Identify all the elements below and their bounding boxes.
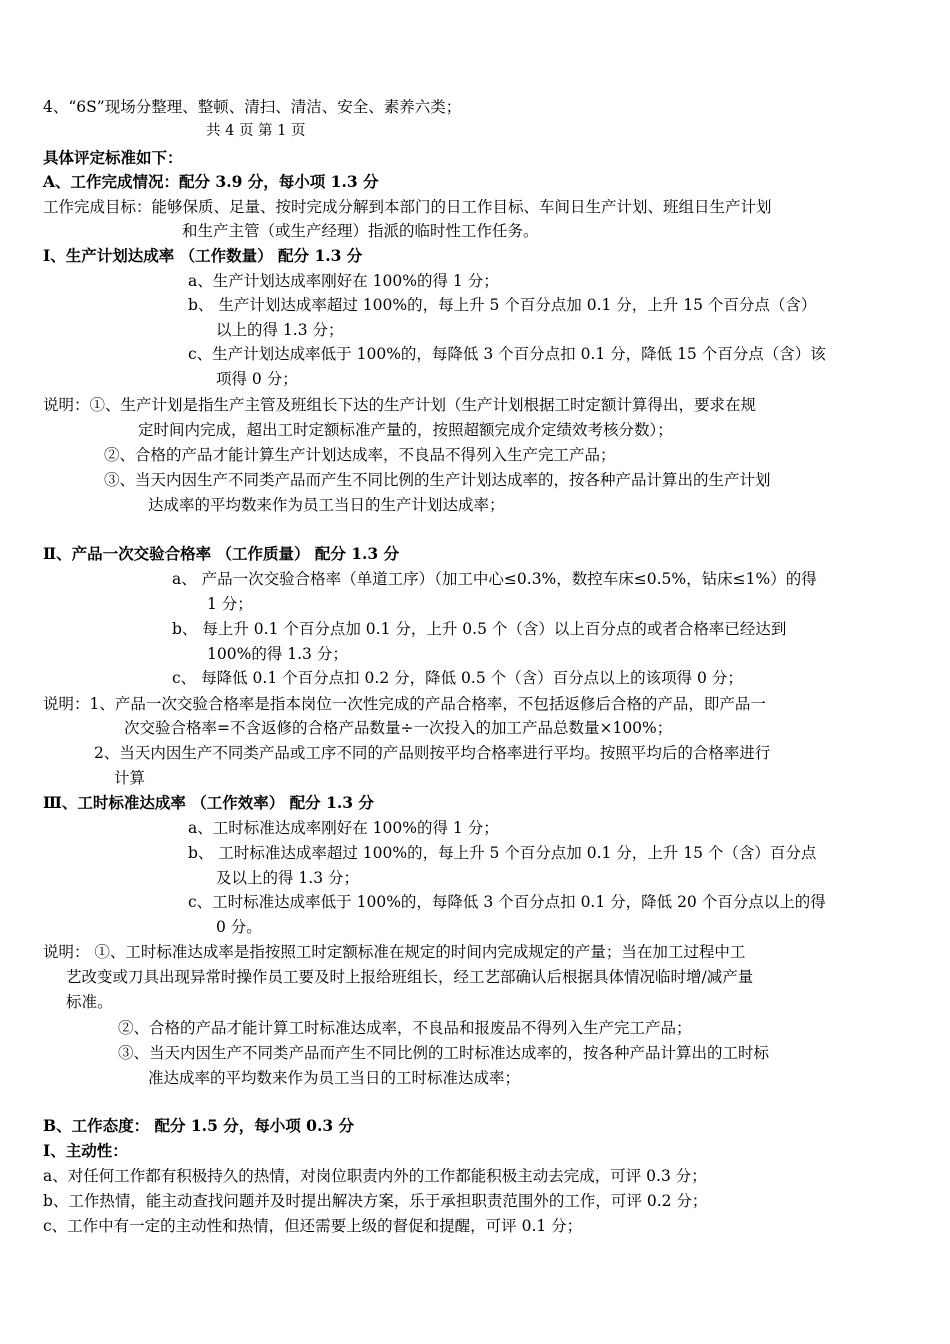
note-line: ③、当天内因生产不同类产品而产生不同比例的工时标准达成率的，按各种产品计算出的工时标: [118, 1044, 770, 1062]
text-line: 和生产主管（或生产经理）指派的临时性工作任务。: [182, 222, 539, 240]
list-item: a、 产品一次交验合格率（单道工序）（加工中心≤0.3%，数控车床≤0.5%，钻床≤1%）的得: [172, 570, 817, 588]
section-a-heading: A、工作完成情况：配分 3.9 分，每小项 1.3 分: [43, 172, 379, 191]
list-item: b、 每上升 0.1 个百分点加 0.1 分，上升 0.5 个（含）以上百分点的或者合格率已经达到: [172, 620, 787, 638]
section-b-heading: B、工作态度： 配分 1.5 分，每小项 0.3 分: [43, 1116, 355, 1135]
list-item: 0 分。: [216, 918, 262, 936]
list-item: 以上的得 1.3 分；: [216, 321, 344, 339]
list-item: b、 工时标准达成率超过 100%的，每上升 5 个百分点加 0.1 分，上升 15 个（含）百分点: [188, 844, 817, 862]
note-line: 定时间内完成，超出工时定额标准产量的，按照超额完成介定绩效考核分数）；: [138, 421, 673, 439]
list-item: c、工时标准达成率低于 100%的，每降低 3 个百分点扣 0.1 分，降低 20 个百分点以上的得: [188, 893, 826, 911]
subsection-heading: Ⅲ、工时标准达成率 （工作效率） 配分 1.3 分: [43, 793, 374, 812]
list-item: 1 分；: [207, 595, 253, 613]
list-item: 100%的得 1.3 分；: [207, 645, 348, 663]
list-item: 项得 0 分；: [216, 370, 298, 388]
note-line: ②、合格的产品才能计算生产计划达成率，不良品不得列入生产完工产品；: [104, 446, 616, 464]
note-line: 说明：①、生产计划是指生产主管及班组长下达的生产计划（生产计划根据工时定额计算得出，要求在规: [43, 396, 757, 414]
note-line: ③、当天内因生产不同类产品而产生不同比例的生产计划达成率的，按各种产品计算出的生产计划: [104, 471, 771, 489]
list-item: c、生产计划达成率低于 100%的，每降低 3 个百分点扣 0.1 分，降低 15 个百分点（含）该: [188, 345, 826, 363]
list-item: b、工作热情，能主动查找问题并及时提出解决方案，乐于承担职责范围外的工作，可评 0.2 分；: [43, 1192, 708, 1210]
note-line: 艺改变或刀具出现异常时操作员工要及时上报给班组长，经工艺部确认后根据具体情况临时增/减产量: [66, 968, 754, 986]
list-item: a、对任何工作都有积极持久的热情，对岗位职责内外的工作都能积极主动去完成，可评 0.3 分；: [43, 1167, 707, 1185]
note-line: 2、当天内因生产不同类产品或工序不同的产品则按平均合格率进行平均。按照平均后的合格率进行: [94, 744, 771, 762]
list-item: c、工作中有一定的主动性和热情，但还需要上级的督促和提醒，可评 0.1 分；: [43, 1217, 583, 1235]
subsection-heading: Ⅰ、主动性：: [43, 1141, 128, 1160]
note-line: ②、合格的产品才能计算工时标准达成率，不良品和报废品不得列入生产完工产品；: [118, 1019, 692, 1037]
text-line: 工作完成目标：能够保质、足量、按时完成分解到本部门的日工作目标、车间日生产计划、班组日生产计划: [43, 198, 772, 216]
note-line: 次交验合格率=不含返修的合格产品数量÷一次投入的加工产品总数量×100%；: [124, 719, 673, 737]
page-number: 共 4 页 第 1 页: [206, 123, 306, 139]
list-item: c、 每降低 0.1 个百分点扣 0.2 分，降低 0.5 个（含）百分点以上的该项得 0 分；: [172, 669, 743, 687]
section-heading: 具体评定标准如下：: [43, 148, 183, 167]
list-item: 及以上的得 1.3 分；: [216, 869, 360, 887]
note-line: 说明：1、产品一次交验合格率是指本岗位一次性完成的产品合格率，不包括返修后合格的产品，即产品一: [43, 695, 766, 713]
subsection-heading: Ⅱ、产品一次交验合格率 （工作质量） 配分 1.3 分: [43, 544, 400, 563]
note-line: 达成率的平均数来作为员工当日的生产计划达成率；: [148, 496, 505, 514]
subsection-heading: Ⅰ、生产计划达成率 （工作数量） 配分 1.3 分: [43, 246, 363, 265]
list-item: a、工时标准达成率刚好在 100%的得 1 分；: [188, 819, 499, 837]
note-line: 标准。: [66, 993, 113, 1011]
text-line: 4、“6S”现场分整理、整顿、清扫、清洁、安全、素养六类；: [43, 98, 462, 116]
note-line: 准达成率的平均数来作为员工当日的工时标准达成率；: [148, 1069, 521, 1087]
note-line: 说明： ①、工时标准达成率是指按照工时定额标准在规定的时间内完成规定的产量；当在加工过程中工: [43, 943, 746, 961]
note-line: 计算: [114, 769, 146, 787]
list-item: a、生产计划达成率刚好在 100%的得 1 分；: [188, 272, 499, 290]
list-item: b、 生产计划达成率超过 100%的，每上升 5 个百分点加 0.1 分，上升 15 个百分点（含）: [188, 296, 817, 314]
